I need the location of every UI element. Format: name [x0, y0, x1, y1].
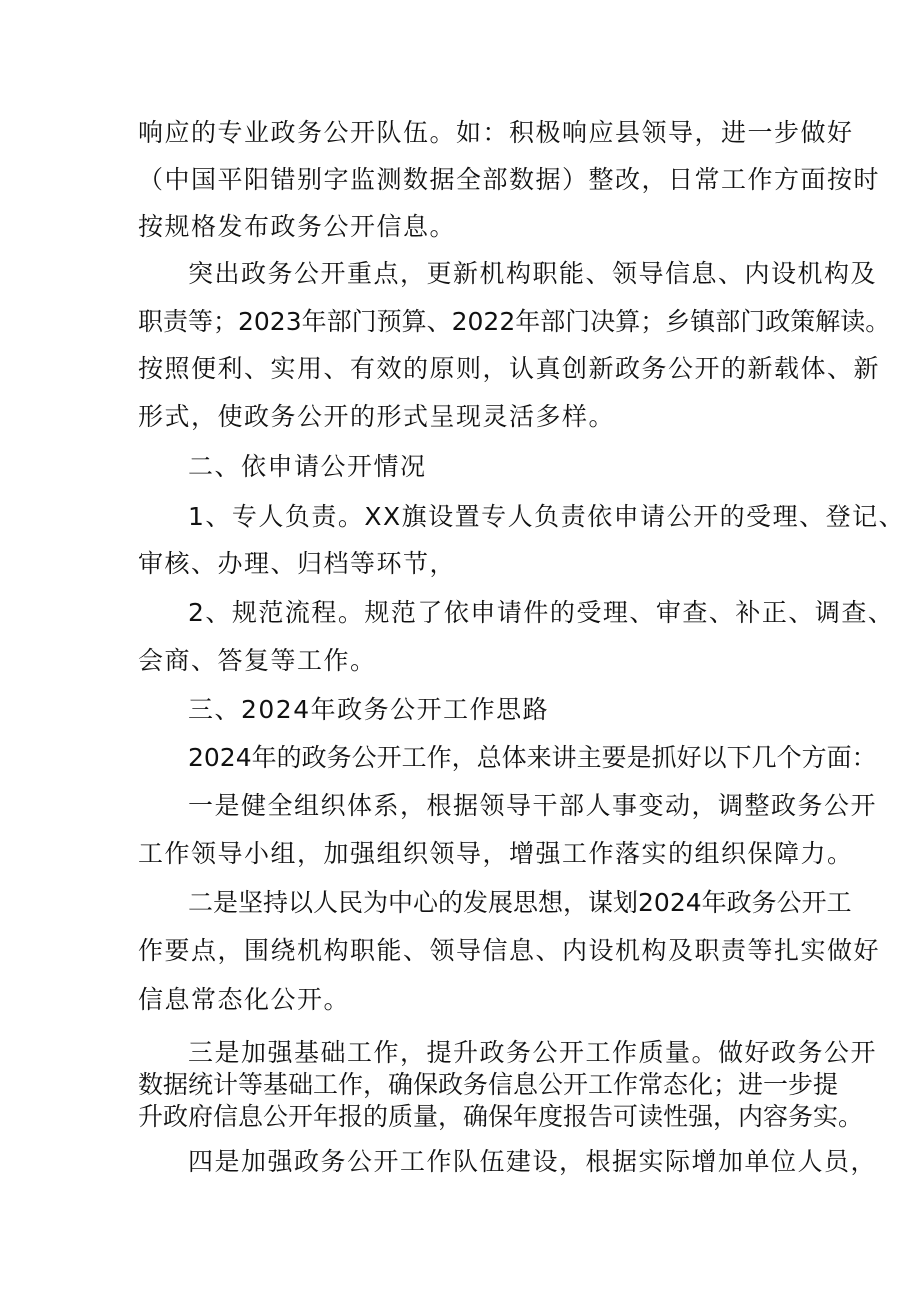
text-line-23: 四是加强政务公开工作队伍建设，根据实际增加单位人员， — [188, 1147, 878, 1176]
text-line-14: 2024年的政务公开工作，总体来讲主要是抓好以下几个方面： — [188, 743, 877, 772]
text-line-5: 职责等；2023年部门预算、2022年部门决算；乡镇部门政策解读。 — [138, 307, 891, 336]
text-line-19: 信息常态化公开。 — [138, 985, 351, 1014]
text-line-1: 响应的专业政务公开队伍。如：积极响应县领导，进一步做好 — [138, 118, 854, 147]
text-line-10: 审核、办理、归档等环节， — [138, 549, 457, 578]
text-line-11: 2、规范流程。规范了依申请件的受理、审查、补正、调查、 — [188, 598, 895, 627]
text-line-9: 1、专人负责。XX旗设置专人负责依申请公开的受理、登记、 — [188, 502, 906, 531]
text-line-7: 形式，使政务公开的形式呈现灵活多样。 — [138, 402, 616, 431]
text-line-3: 按规格发布政务公开信息。 — [138, 212, 457, 241]
text-line-20: 三是加强基础工作，提升政务公开工作质量。做好政务公开 — [188, 1038, 878, 1067]
text-line-15: 一是健全组织体系，根据领导干部人事变动，调整政务公开 — [188, 791, 878, 820]
text-line-17: 二是坚持以人民为中心的发展思想，谋划2024年政务公开工 — [188, 888, 852, 917]
text-line-6: 按照便利、实用、有效的原则，认真创新政务公开的新载体、新 — [138, 354, 881, 383]
text-line-16: 工作领导小组，加强组织领导，增强工作落实的组织保障力。 — [138, 839, 854, 868]
text-line-18: 作要点，围绕机构职能、领导信息、内设机构及职责等扎实做好 — [138, 936, 881, 965]
section-heading-2: 二、依申请公开情况 — [188, 452, 427, 481]
text-line-2: （中国平阳错别字监测数据全部数据）整改，日常工作方面按时 — [138, 165, 881, 194]
text-line-12: 会商、答复等工作。 — [138, 646, 377, 675]
text-line-22: 升政府信息公开年报的质量，确保年度报告可读性强，内容务实。 — [138, 1102, 864, 1131]
text-line-4: 突出政务公开重点，更新机构职能、领导信息、内设机构及 — [188, 259, 878, 288]
text-line-21: 数据统计等基础工作，确保政务信息公开工作常态化；进一步提 — [138, 1070, 839, 1099]
section-heading-3: 三、2024年政务公开工作思路 — [188, 695, 550, 724]
